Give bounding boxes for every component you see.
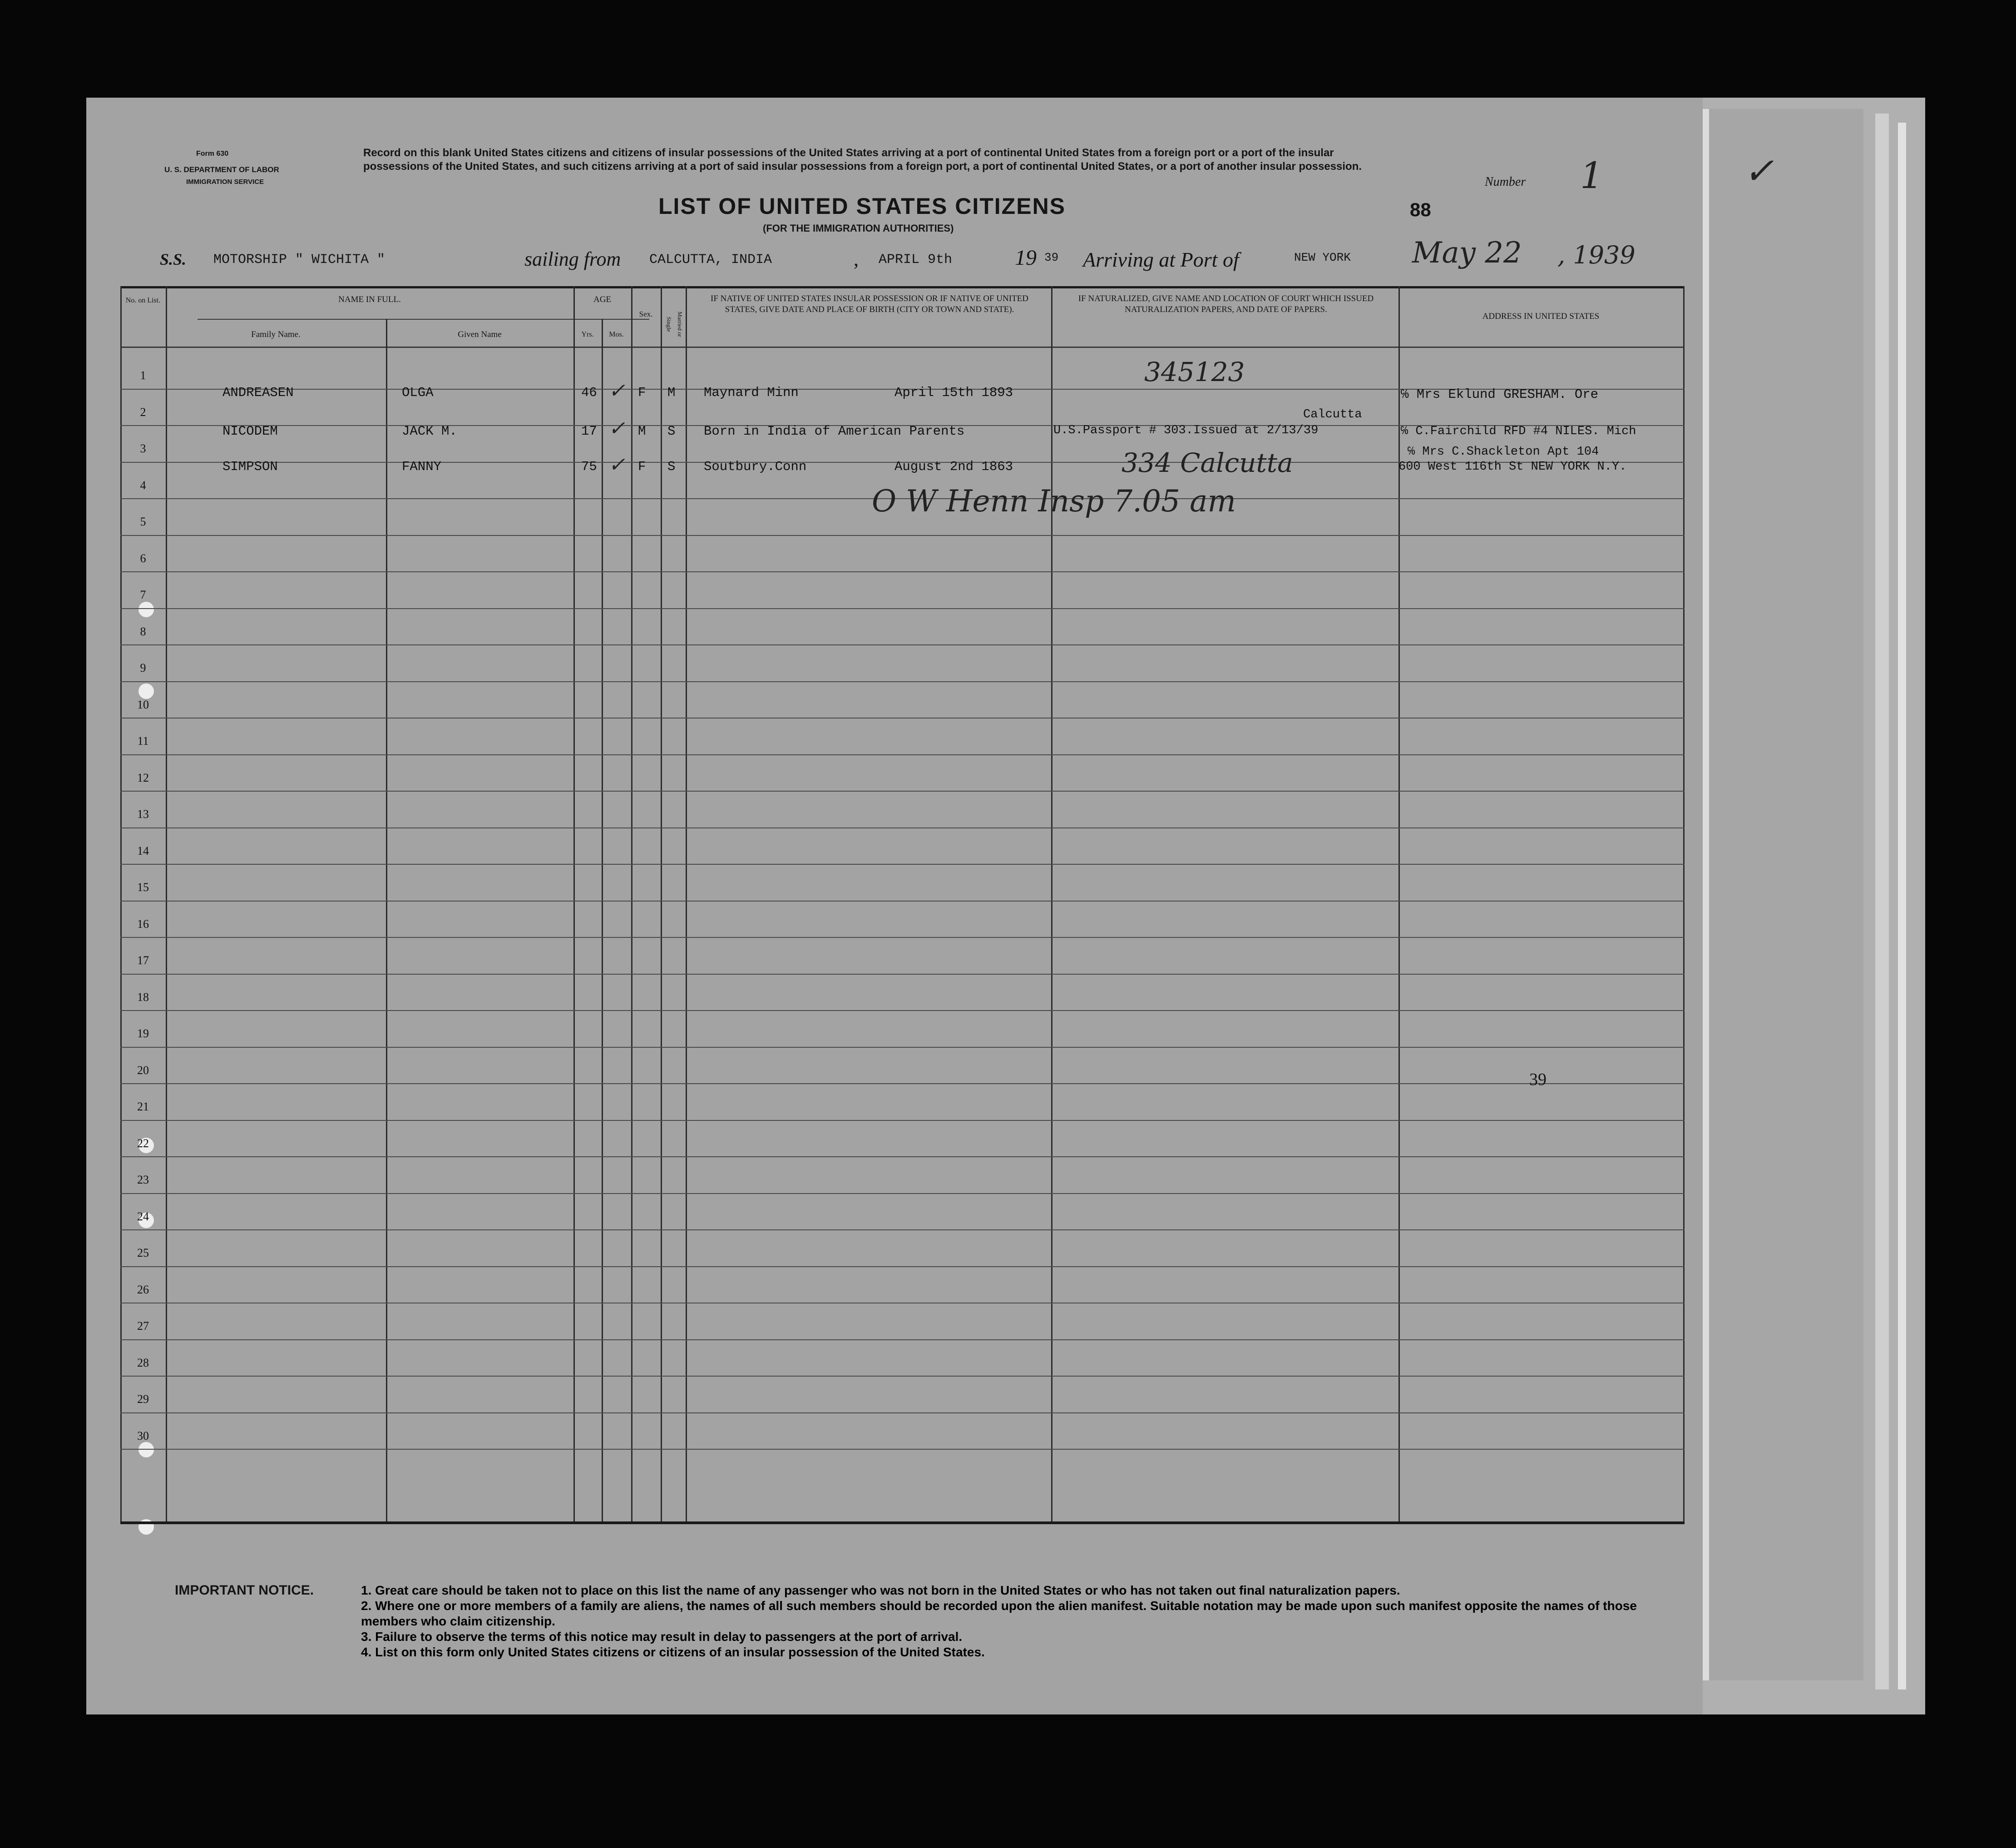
year-suffix: 39 <box>1044 251 1059 264</box>
row-rule <box>120 1047 1685 1048</box>
sailing-from: CALCUTTA, INDIA <box>649 252 772 268</box>
row-rule <box>120 1412 1685 1413</box>
page-number: 88 <box>1410 199 1431 220</box>
row-rule <box>120 571 1685 572</box>
row-number: 24 <box>137 1209 149 1223</box>
row-number: 1 <box>140 369 146 382</box>
row-rule <box>120 1229 1685 1230</box>
sheet-edge <box>1875 114 1889 1689</box>
row-number: 9 <box>140 661 146 674</box>
row-number: 6 <box>140 551 146 565</box>
row-number: 27 <box>137 1319 149 1333</box>
row-number: 19 <box>137 1027 149 1040</box>
notice-item-4: 4. List on this form only United States citizens or citizens of an insular possession of the United States. <box>361 1645 985 1659</box>
page-title: LIST OF UNITED STATES CITIZENS <box>658 193 1066 219</box>
row-number: 21 <box>137 1100 149 1113</box>
service: IMMIGRATION SERVICE <box>186 178 264 186</box>
row-number: 18 <box>137 990 149 1004</box>
notice-list <box>361 1583 1650 1660</box>
row-rule <box>120 1266 1685 1267</box>
row1-address: ℅ Mrs Eklund GRESHAM. Ore <box>1401 387 1599 402</box>
arriving-label: Arriving at Port of <box>1083 248 1239 271</box>
row1-marital: M <box>667 385 676 400</box>
header-naturalized: IF NATURALIZED, GIVE NAME AND LOCATION OF COURT WHICH ISSUED NATURALIZATION PAPERS, AND DATE OF PAPERS. <box>1078 294 1374 314</box>
row2-birth-place: Born in India of American Parents <box>704 424 965 439</box>
row-number: 14 <box>137 844 149 857</box>
row-rule <box>120 1376 1685 1377</box>
notice-item-3: 3. Failure to observe the terms of this notice may result in delay to passengers at the port of arrival. <box>361 1630 963 1644</box>
vessel-name: MOTORSHIP " WICHITA " <box>213 252 385 268</box>
row2-calcutta: Calcutta <box>1303 408 1362 421</box>
row3-given-name: FANNY <box>402 459 442 474</box>
row-rule <box>120 1156 1685 1157</box>
row2-sex: M <box>638 424 646 439</box>
arrival-year: , 1939 <box>1557 241 1636 269</box>
arrival-port: NEW YORK <box>1294 251 1351 264</box>
row-number: 13 <box>137 808 149 821</box>
row-rule <box>120 937 1685 938</box>
row-number: 11 <box>137 734 149 748</box>
row2-marital: S <box>667 424 676 439</box>
handwritten-passport: 334 Calcutta <box>1122 447 1293 478</box>
row-rule <box>120 1083 1685 1084</box>
row-number: 22 <box>137 1136 149 1150</box>
form-instructions: Record on this blank United States citizens and citizens of insular possessions of the United States arriving at a port of continental United States from a foreign port or a port of the insular possessions of the United States, and such citizens arriving at a port of said insular possessions from a foreign port, a port of continental United States, or a port of another insular possession. <box>363 147 1362 173</box>
header-given-name: Given Name <box>458 330 502 339</box>
row3-address-line2: 600 West 116th St NEW YORK N.Y. <box>1398 460 1627 474</box>
row-number: 20 <box>137 1063 149 1077</box>
row-rule <box>120 754 1685 755</box>
row-rule <box>120 974 1685 975</box>
row3-sex: F <box>638 459 646 474</box>
header-no-on-list: No. on List. <box>125 297 161 304</box>
sailing-from-label: sailing from <box>524 248 621 270</box>
notice-item-2: 2. Where one or more members of a family are aliens, the names of all such members should be recorded upon the alien manifest. Suitable notation may be made upon such manifest opposite the names of those members who claim citizenship. <box>361 1599 1637 1628</box>
sheet-edge <box>1898 123 1906 1689</box>
row3-birth-place: Soutbury.Conn <box>704 459 807 474</box>
stamp-number: 39 <box>1529 1070 1547 1089</box>
row-number: 12 <box>137 771 149 784</box>
row-rule <box>120 644 1685 645</box>
row-number: 15 <box>137 881 149 894</box>
row-number: 2 <box>140 405 146 419</box>
header-birth: IF NATIVE OF UNITED STATES INSULAR POSSESSION OR IF NATIVE OF UNITED STATES, GIVE DATE AND PLACE OF BIRTH (CITY OR TOWN AND STATE). <box>711 294 1028 314</box>
header-married-or-single: Married or Single <box>666 312 683 337</box>
row-rule <box>120 827 1685 828</box>
handwritten-number: 345123 <box>1144 357 1245 387</box>
row2-address: ℅ C.Fairchild RFD #4 NILES. Mich <box>1401 425 1636 438</box>
notice-heading: IMPORTANT NOTICE. <box>175 1583 314 1598</box>
row2-naturalized: U.S.Passport # 303.Issued at 2/13/39 <box>1053 424 1319 437</box>
row-number: 3 <box>140 442 146 455</box>
check-mark-row2: ✓ <box>608 417 625 440</box>
page-subtitle: (FOR THE IMMIGRATION AUTHORITIES) <box>763 223 954 234</box>
notice-item-1: 1. Great care should be taken not to place on this list the name of any passenger who was not born in the United States or who has not taken out final naturalization papers. <box>361 1583 1400 1597</box>
row1-sex: F <box>638 385 646 400</box>
row-number: 26 <box>137 1283 149 1296</box>
header-yrs: Yrs. <box>581 331 594 338</box>
row1-birth-place: Maynard Minn <box>704 385 799 400</box>
row-rule <box>120 864 1685 865</box>
row-number: 8 <box>140 624 146 638</box>
row2-age: 17 <box>581 424 597 439</box>
row3-family-name: SIMPSON <box>222 459 278 474</box>
row-rule <box>120 1339 1685 1340</box>
number-label: Number <box>1485 175 1526 189</box>
row-number: 28 <box>137 1356 149 1369</box>
row-rule <box>120 1193 1685 1194</box>
row1-given-name: OLGA <box>402 385 434 400</box>
row3-birth-date: August 2nd 1863 <box>894 459 1013 474</box>
row3-age: 75 <box>581 459 597 474</box>
header-age: AGE <box>593 295 612 304</box>
sail-date: APRIL 9th <box>879 252 953 268</box>
row3-marital: S <box>667 459 676 474</box>
row-number: 4 <box>140 478 146 492</box>
row-number: 30 <box>137 1429 149 1442</box>
row-rule <box>120 1010 1685 1011</box>
row-rule <box>120 535 1685 536</box>
header-sex: Sex. <box>639 310 653 318</box>
row2-given-name: JACK M. <box>402 424 457 439</box>
row-number: 23 <box>137 1173 149 1186</box>
row1-age: 46 <box>581 385 597 400</box>
header-mos: Mos. <box>609 331 624 338</box>
row-number: 25 <box>137 1246 149 1259</box>
check-mark: ✓ <box>1744 150 1774 192</box>
row-rule <box>120 681 1685 682</box>
row1-birth-date: April 15th 1893 <box>894 385 1013 400</box>
row3-address: ℅ Mrs C.Shackleton Apt 104 <box>1408 445 1599 459</box>
row-number: 29 <box>137 1392 149 1406</box>
inspector-signature: O W Henn Insp 7.05 am <box>872 484 1236 519</box>
row-rule <box>120 1120 1685 1121</box>
row-rule <box>120 1449 1685 1450</box>
department: U. S. DEPARTMENT OF LABOR <box>164 165 279 174</box>
header-name-in-full: NAME IN FULL. <box>338 295 401 304</box>
check-mark-row1: ✓ <box>608 379 625 402</box>
header-address: ADDRESS IN UNITED STATES <box>1482 312 1600 321</box>
arrival-date: May 22 <box>1412 236 1522 270</box>
row-number: 7 <box>140 588 146 601</box>
row-rule <box>120 791 1685 792</box>
check-mark-row3: ✓ <box>608 453 625 476</box>
row1-family-name: ANDREASEN <box>222 385 294 400</box>
row-rule <box>120 901 1685 902</box>
row2-family-name: NICODEM <box>222 424 278 439</box>
number-value: 1 <box>1580 154 1603 197</box>
vessel-prefix: S.S. <box>160 250 187 268</box>
row-number: 5 <box>140 515 146 528</box>
header-family-name: Family Name. <box>251 330 301 339</box>
row-number: 10 <box>137 698 149 711</box>
year-prefix: 19 <box>1015 246 1037 270</box>
form-number: Form 630 <box>196 150 229 158</box>
row-number: 16 <box>137 917 149 931</box>
row-number: 17 <box>137 954 149 967</box>
row-rule <box>120 608 1685 609</box>
